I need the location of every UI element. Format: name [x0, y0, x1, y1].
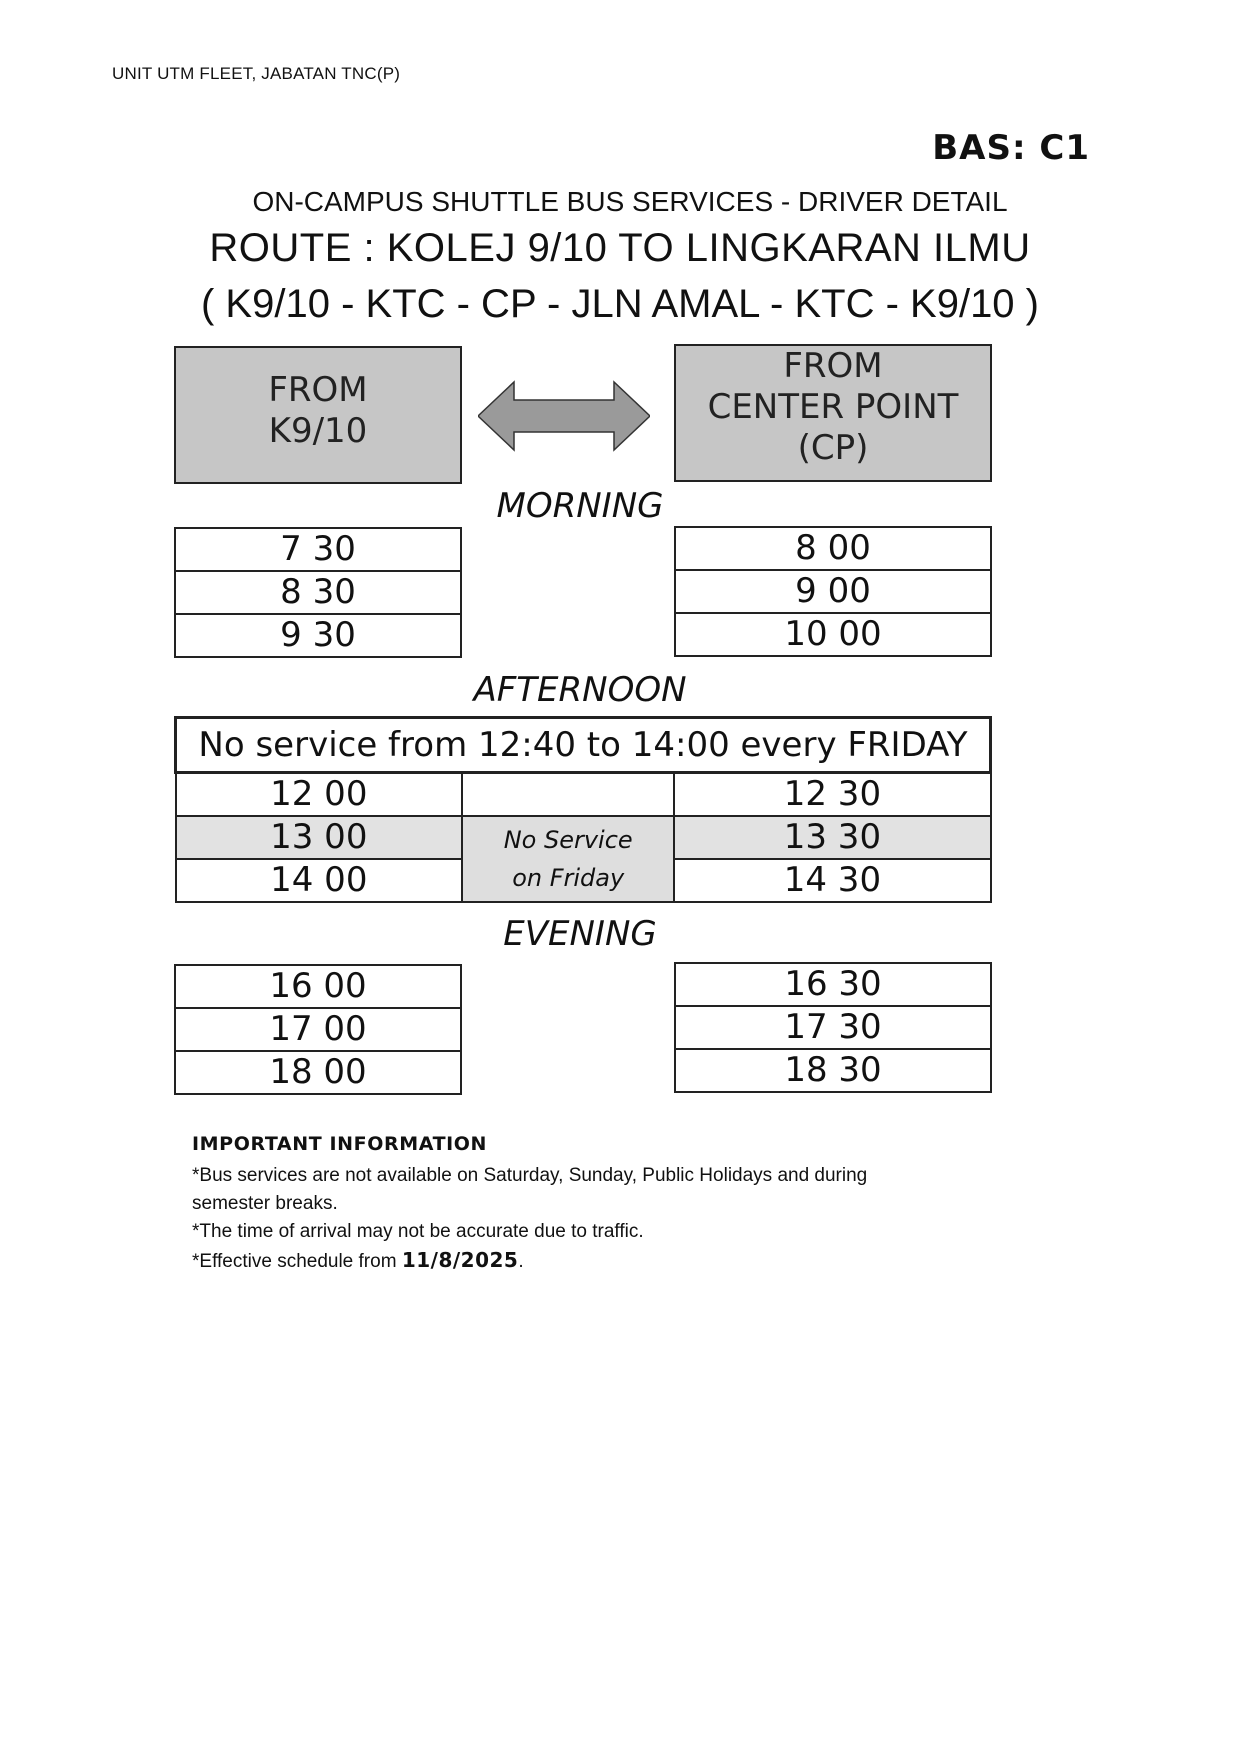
from-k910-line1: FROM [268, 370, 368, 410]
no-service-line1: No Service [503, 825, 633, 854]
info-line-2: *The time of arrival may not be accurate due to traffic. [192, 1221, 644, 1242]
info-line-1b: semester breaks. [192, 1193, 338, 1214]
time-cell: 17 30 [675, 1006, 991, 1049]
from-cp-line2: CENTER POINT [707, 386, 959, 427]
no-service-line2: on Friday [512, 864, 625, 892]
time-cell: 16 00 [175, 965, 461, 1008]
time-cell: 17 00 [175, 1008, 461, 1051]
info-line-3 [192, 1246, 992, 1276]
important-information [192, 1130, 992, 1276]
effective-suffix: . [518, 1251, 524, 1272]
time-cell: 13 30 [674, 816, 990, 859]
from-cp-line1: FROM [783, 346, 883, 386]
time-cell: 10 00 [675, 613, 991, 656]
time-cell: 9 00 [675, 570, 991, 613]
afternoon-table [174, 716, 992, 903]
evening-k910-table [174, 964, 462, 1095]
morning-cp-table [674, 526, 992, 657]
time-cell: 12 30 [674, 773, 990, 817]
time-cell: 14 30 [674, 859, 990, 902]
route-stops: ( K9/10 - KTC - CP - JLN AMAL - KTC - K9/10 ) [201, 282, 1039, 326]
time-cell: 9 30 [175, 614, 461, 657]
no-service-friday [462, 816, 674, 902]
empty-cell [462, 773, 674, 817]
from-k910-header [174, 346, 462, 484]
effective-date: 11/8/2025 [401, 1248, 519, 1272]
time-cell: 7 30 [175, 528, 461, 571]
from-cp-line3: (CP) [797, 427, 869, 468]
evening-label: EVENING [503, 914, 657, 954]
bus-code: BAS: C1 [932, 128, 1090, 168]
effective-prefix: *Effective schedule from [192, 1251, 402, 1272]
time-cell: 8 30 [175, 571, 461, 614]
from-k910-line2: K9/10 [268, 410, 368, 451]
double-arrow-icon [478, 380, 650, 452]
from-cp-header [674, 344, 992, 482]
morning-label: MORNING [496, 486, 664, 526]
time-cell: 18 30 [675, 1049, 991, 1092]
friday-notice: No service from 12:40 to 14:00 every FRIDAY [176, 718, 991, 773]
info-line-1a: *Bus services are not available on Saturday, Sunday, Public Holidays and during [192, 1165, 868, 1186]
time-cell: 8 00 [675, 527, 991, 570]
time-cell: 12 00 [176, 773, 463, 817]
time-cell: 16 30 [675, 963, 991, 1006]
info-title: IMPORTANT INFORMATION [192, 1133, 488, 1155]
page-subtitle: ON-CAMPUS SHUTTLE BUS SERVICES - DRIVER DETAIL [252, 186, 1008, 217]
evening-cp-table [674, 962, 992, 1093]
unit-name: UNIT UTM FLEET, JABATAN TNC(P) [112, 64, 401, 83]
route-title: ROUTE : KOLEJ 9/10 TO LINGKARAN ILMU [209, 226, 1031, 270]
time-cell: 18 00 [175, 1051, 461, 1094]
time-cell: 13 00 [176, 816, 463, 859]
time-cell: 14 00 [176, 859, 463, 902]
morning-k910-table [174, 527, 462, 658]
afternoon-label: AFTERNOON [473, 670, 687, 710]
